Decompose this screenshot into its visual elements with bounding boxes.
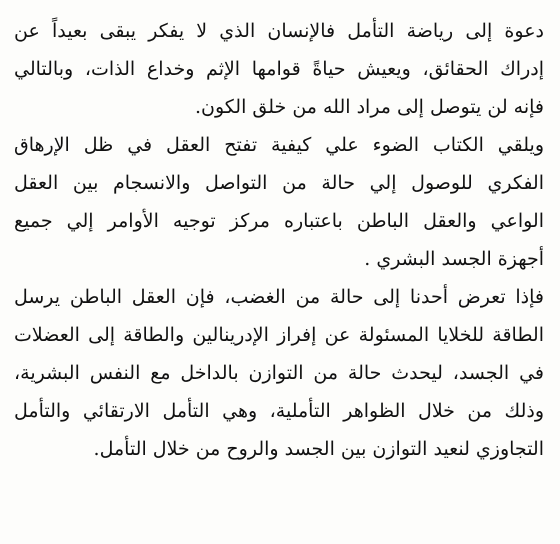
text-line: الفكري للوصول إلي حالة من التواصل والانسجام بين العقل — [14, 172, 544, 194]
text-line: التجاوزي لنعيد التوازن بين الجسد والروح من خلال التأمل. — [93, 438, 544, 460]
text-line: الطاقة للخلايا المسئولة عن إفراز الإدرينالين والطاقة إلى العضلات — [14, 324, 544, 346]
text-line: دعوة إلى رياضة التأمل فالإنسان الذي لا يفكر يبقى بعيداً عن — [14, 20, 544, 42]
text-line: إدراك الحقائق، ويعيش حياةً قوامها الإثم وخداع الذات، وبالتالي — [14, 58, 544, 80]
text-line: الواعي والعقل الباطن باعتباره مركز توجيه الأوامر إلي جميع — [14, 210, 544, 232]
text-line: فإذا تعرض أحدنا إلى حالة من الغضب، فإن العقل الباطن يرسل — [14, 286, 544, 308]
text-line: وذلك من خلال الظواهر التأملية، وهي التأمل الارتقائي والتأمل — [14, 400, 544, 422]
paragraph-3 — [14, 278, 544, 468]
text-line: في الجسد، ليحدث حالة من التوازن بالداخل مع النفس البشرية، — [14, 362, 544, 384]
article-text — [14, 12, 544, 468]
text-line: فإنه لن يتوصل إلى مراد الله من خلق الكون. — [194, 96, 544, 118]
paragraph-2 — [14, 126, 544, 278]
text-line: أجهزة الجسد البشري . — [364, 248, 544, 270]
text-line: ويلقي الكتاب الضوء علي كيفية تفتح العقل في ظل الإرهاق — [14, 134, 544, 156]
paragraph-1 — [14, 12, 544, 126]
